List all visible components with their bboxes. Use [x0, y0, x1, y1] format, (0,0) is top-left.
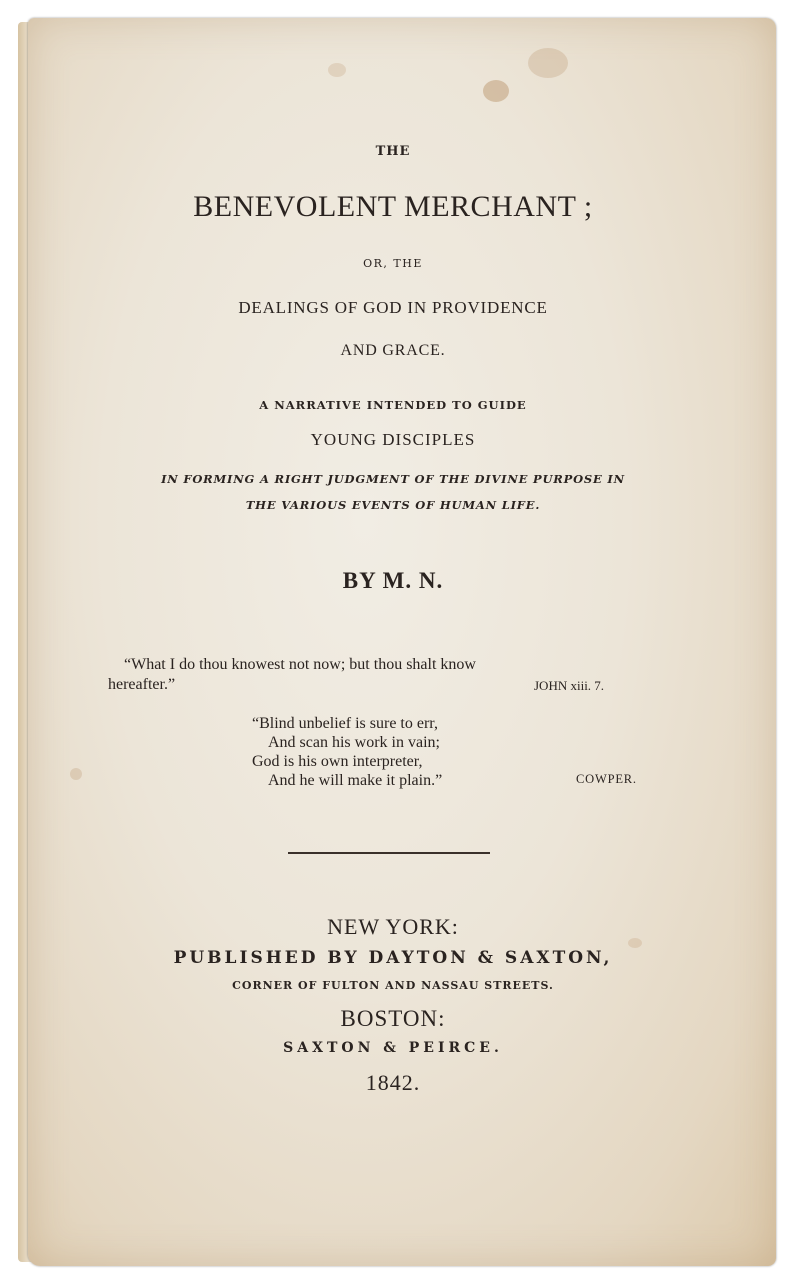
author: BY M. N.: [342, 568, 444, 593]
epigraph-quote-line-1: “What I do thou knowest not now; but thou shalt know: [124, 656, 476, 673]
epigraph-reference: JOHN xiii. 7.: [534, 678, 605, 693]
narrative-line-2: YOUNG DISCIPLES: [310, 430, 476, 449]
or-the: OR, THE: [363, 257, 423, 270]
foxing-stain: [328, 63, 346, 77]
epigraph-quote-line-2: hereafter.”: [108, 676, 176, 693]
subtitle-line-1: DEALINGS OF GOD IN PROVIDENCE: [238, 298, 548, 317]
imprint-city-1: NEW YORK:: [327, 914, 459, 939]
poem-line: “Blind unbelief is sure to err,: [252, 715, 438, 732]
poem-line: And he will make it plain.”: [268, 772, 443, 789]
foxing-stain: [70, 768, 82, 780]
imprint-year: 1842.: [365, 1070, 421, 1095]
imprint-publisher-1: PUBLISHED BY DAYTON & SAXTON,: [173, 948, 613, 968]
poem-line: God is his own interpreter,: [252, 753, 423, 770]
narrative-line-1: A NARRATIVE INTENDED TO GUIDE: [259, 398, 527, 412]
poem-epigraph: [252, 714, 442, 790]
imprint-address: CORNER OF FULTON AND NASSAU STREETS.: [232, 979, 554, 992]
narrative-line-3: IN FORMING A RIGHT JUDGMENT OF THE DIVINE PURPOSE IN: [161, 472, 625, 486]
poem-attribution: COWPER.: [576, 772, 637, 786]
foxing-stain: [483, 80, 509, 102]
subtitle-line-2: AND GRACE.: [340, 342, 446, 359]
narrative-line-4: THE VARIOUS EVENTS OF HUMAN LIFE.: [245, 498, 541, 512]
imprint-city-2: BOSTON:: [340, 1006, 446, 1031]
foxing-stain: [528, 48, 568, 78]
book-title: BENEVOLENT MERCHANT ;: [193, 190, 593, 223]
divider-rule: [288, 852, 490, 854]
poem-line: And scan his work in vain;: [268, 734, 440, 751]
imprint-publisher-2: SAXTON & PEIRCE.: [283, 1040, 503, 1056]
title-the: THE: [375, 144, 411, 159]
